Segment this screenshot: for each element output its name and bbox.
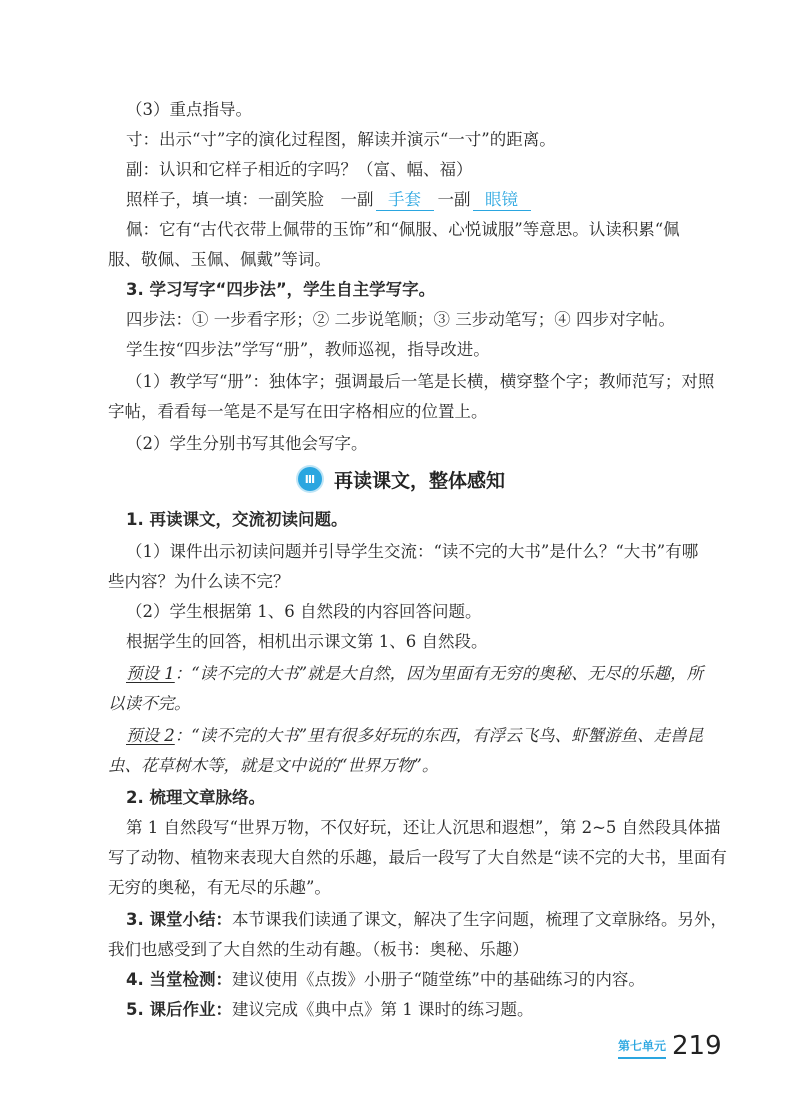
text-line: 寸：出示“寸”字的演化过程图，解读并演示“一寸”的距离。 [126,130,556,149]
step-heading: 1. 再读课文，交流初读问题。 [126,510,348,529]
text-line: 以读不完。 [108,694,191,713]
answer-blank-gloves: 手套 [376,190,434,211]
section-heading [298,466,505,492]
text-line: （2）学生根据第 1、6 自然段的内容回答问题。 [126,602,482,621]
text-line: 服、敬佩、玉佩、佩戴”等词。 [108,250,331,269]
text-line [126,908,727,932]
unit-label: 第七单元 [618,1037,666,1059]
step-label: 5. 课后作业： [126,1000,232,1019]
text-segment: 一副 [437,190,471,209]
text-line: 些内容？为什么读不完？ [108,572,290,591]
text-line: （1）教学写“册”：独体字；强调最后一笔是长横，横穿整个字；教师范写；对照 [126,372,715,391]
text-line: 根据学生的回答，相机出示课文第 1、6 自然段。 [126,632,488,651]
preset-answer-line [126,662,718,686]
text-segment: ：“读不完的大书”就是大自然，因为里面有无穷的奥秘、无尽的乐趣，所 [174,664,704,683]
text-line: 写了动物、植物来表现大自然的乐趣，最后一段写了大自然是“读不完的大书，里面有 [108,848,727,867]
step-label: 4. 当堂检测： [126,970,232,989]
preset-label: 预设 2 [126,726,175,745]
text-line: 佩：它有“古代衣带上佩带的玉饰”和“佩服、心悦诚服”等意思。认读积累“佩 [126,220,680,239]
step-label: 3. 课堂小结： [126,910,232,929]
text-line: 字帖，看看每一笔是不是写在田字格相应的位置上。 [108,402,488,421]
answer-blank-glasses: 眼镜 [473,190,531,211]
text-segment: 建议完成《典中点》第 1 课时的练习题。 [232,1000,534,1019]
page-footer [618,1030,722,1062]
text-segment: 照样子，填一填：一副笑脸 一副 [126,190,374,209]
text-line: 第 1 自然段写“世界万物，不仅好玩，还让人沉思和遐想”，第 2~5 自然段具体描 [126,818,721,837]
text-line: （3）重点指导。 [126,100,252,119]
preset-label: 预设 1 [126,664,175,683]
text-line: 虫、花草树木等，就是文中说的“世界万物”。 [108,756,439,775]
text-segment: 本节课我们读通了课文，解决了生字问题，梳理了文章脉络。另外， [232,910,727,929]
text-line: （2）学生分别书写其他会写字。 [126,434,368,453]
text-line: 副：认识和它样子相近的字吗？（富、幅、福） [126,160,473,179]
step-heading: 2. 梳理文章脉络。 [126,788,265,807]
preset-answer-line [126,724,718,748]
text-line [126,998,718,1022]
text-line: 无穷的奥秘，有无尽的乐趣”。 [108,878,331,897]
section-title: 再读课文，整体感知 [334,469,506,492]
page-number: 219 [672,1031,722,1061]
text-line [126,968,718,992]
text-segment: ：“读不完的大书”里有很多好玩的东西，有浮云飞鸟、虾蟹游鱼、走兽昆 [174,726,704,745]
text-line: （1）课件出示初读问题并引导学生交流：“读不完的大书”是什么？“大书”有哪 [126,542,699,561]
text-line: 我们也感受到了大自然的生动有趣。（板书：奥秘、乐趣） [108,940,529,959]
step-heading: 3. 学习写字“四步法”，学生自主学写字。 [126,280,436,299]
text-segment: 建议使用《点拨》小册子“随堂练”中的基础练习的内容。 [232,970,645,989]
text-line: 四步法：① 一步看字形；② 二步说笔顺；③ 三步动笔写；④ 四步对字帖。 [126,310,675,329]
section-number-badge: Ⅲ [298,467,322,491]
text-line: 学生按“四步法”学写“册”，教师巡视，指导改进。 [126,340,490,359]
fill-in-line [126,188,718,212]
